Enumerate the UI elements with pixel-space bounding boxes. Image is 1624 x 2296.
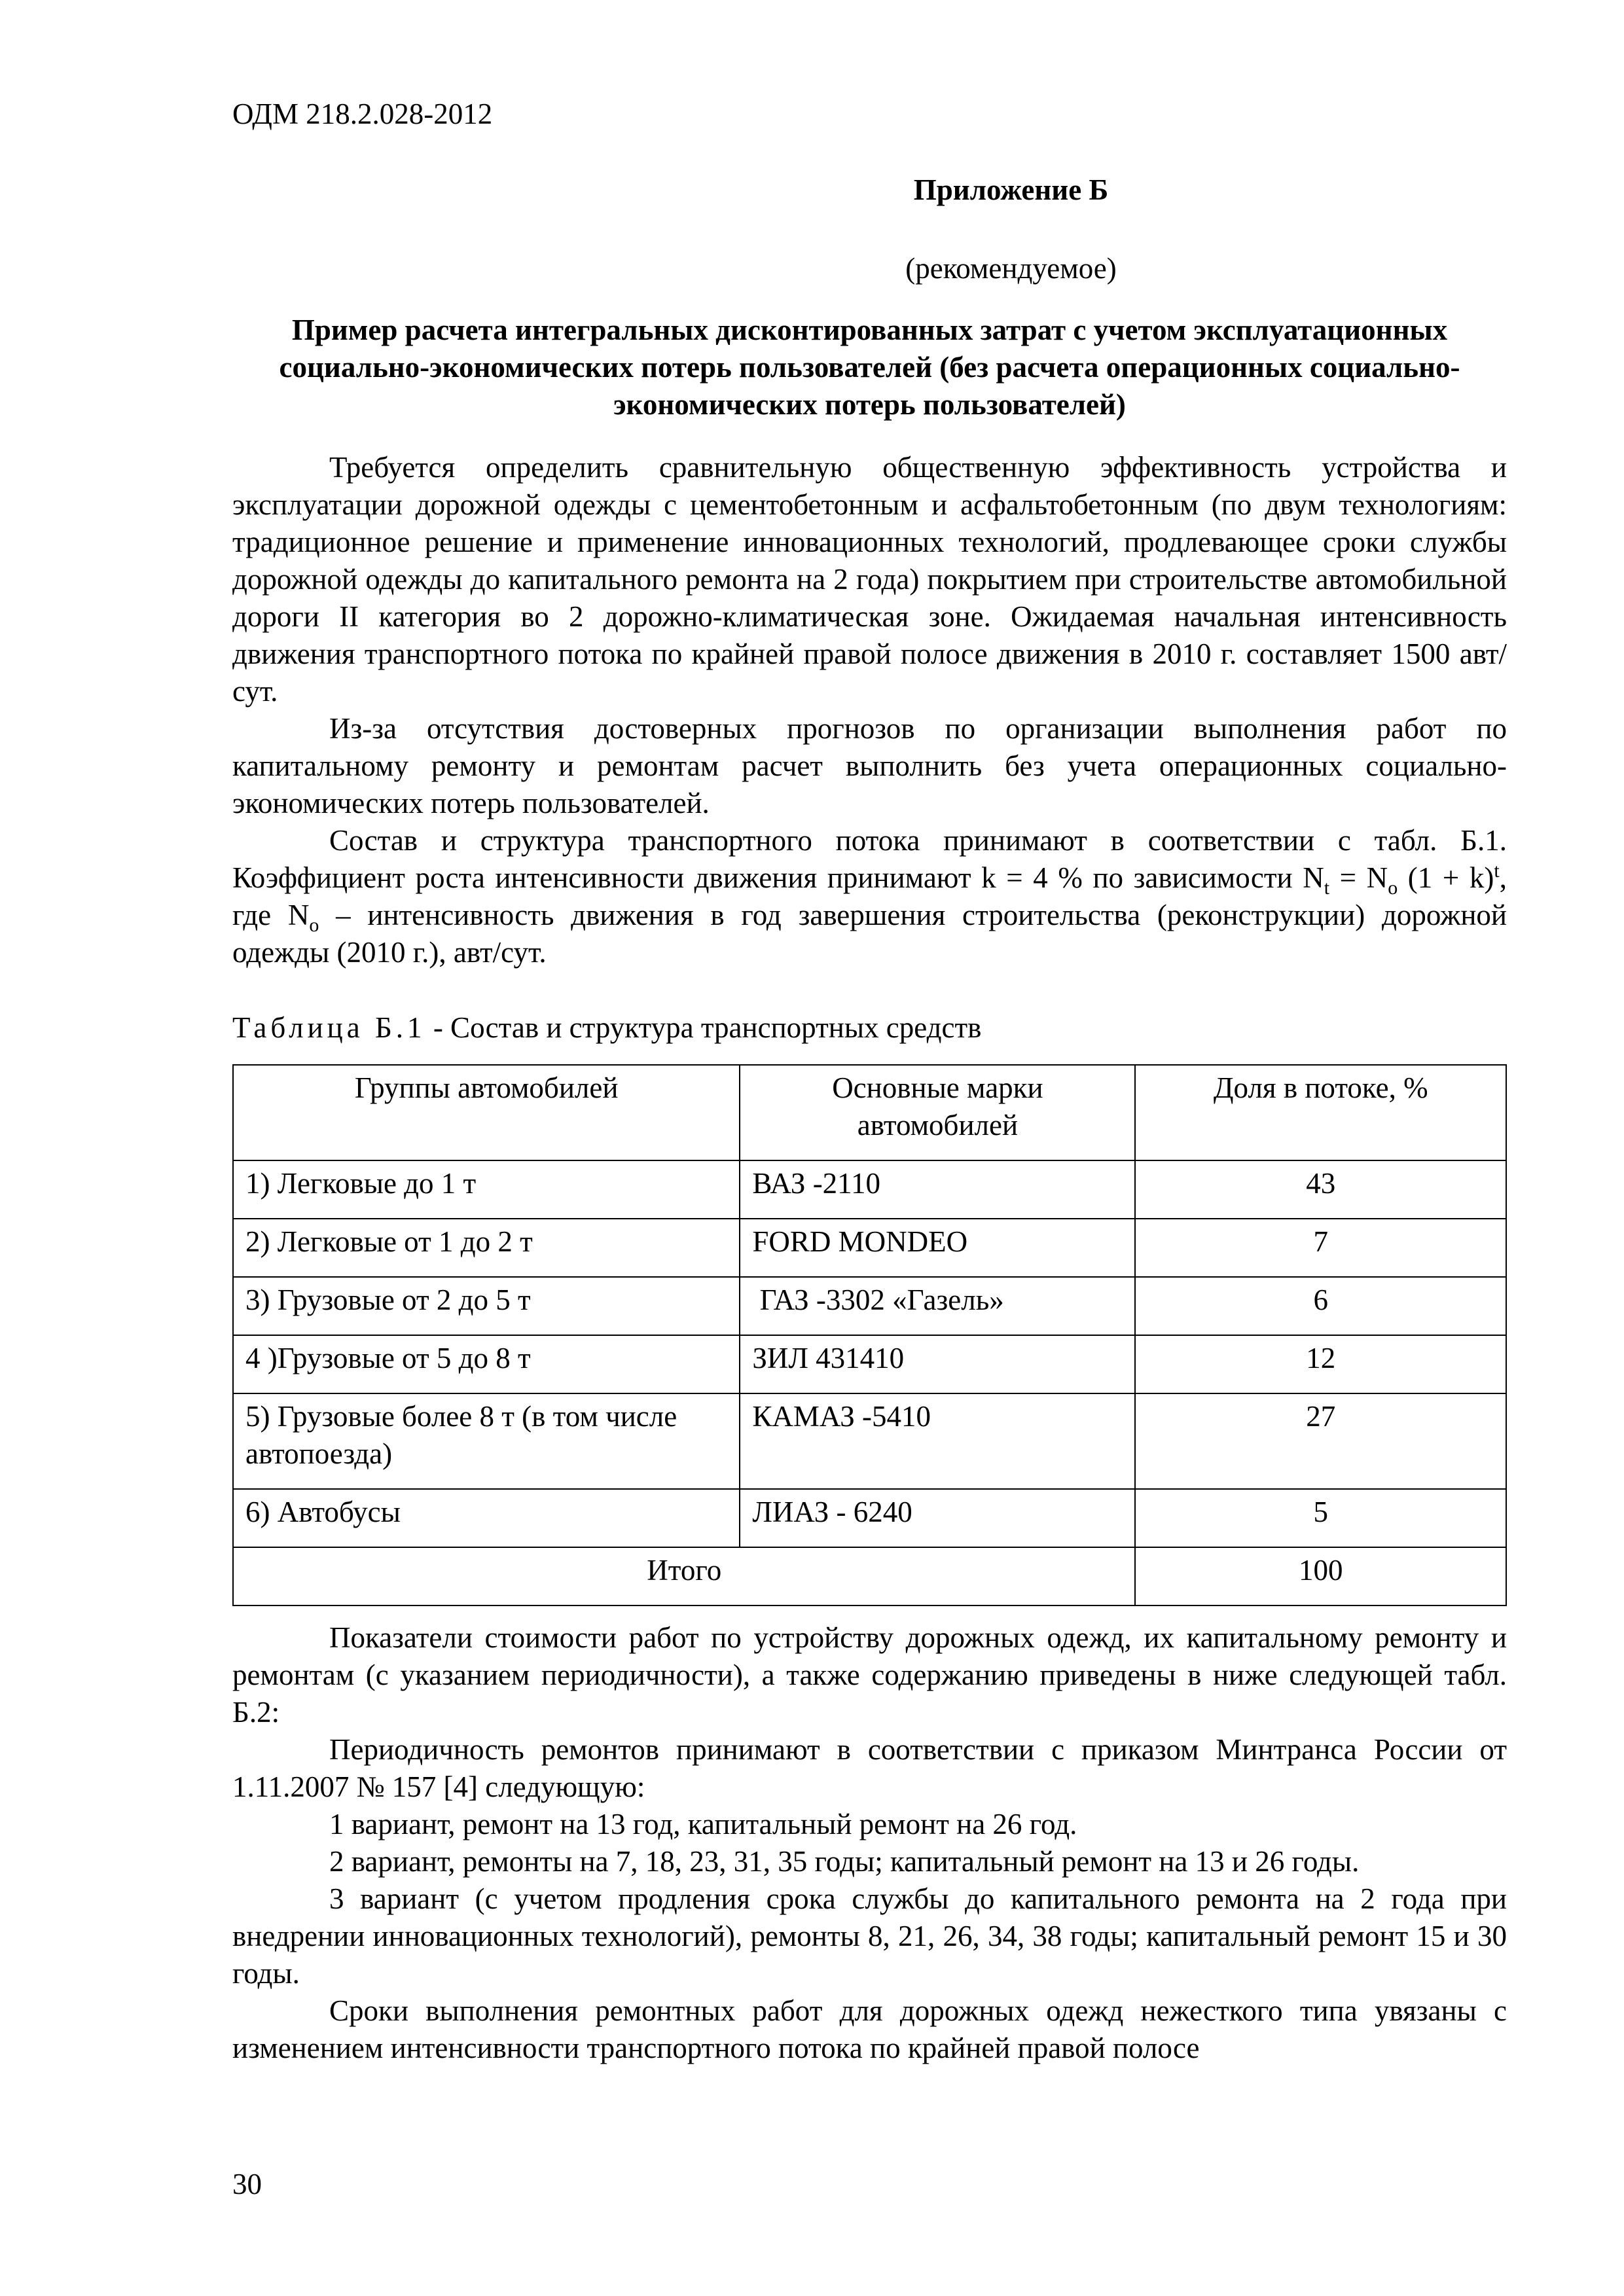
cell-group: 6) Автобусы: [233, 1489, 740, 1547]
table-caption: [232, 1009, 981, 1047]
table-total-row: [233, 1547, 1506, 1605]
table-caption-text: - Состав и структура транспортных средств: [425, 1011, 982, 1044]
table-row: [233, 1393, 1506, 1489]
cell-brand: ГАЗ -3302 «Газель»: [740, 1277, 1135, 1335]
paragraph-growth-coefficient: Состав и структура транспортного потока принимают в соответствии с табл. Б.1. Коэффициент роста интенсивности движения принимают k = 4 % по зависимости $N_t = N_o$ $(1 + k)^t$, где $N_o$ – интенсивность движения в год завершения строительства (реконструкции) дорожной одежды (2010 г.), авт/сут.: [232, 824, 1507, 969]
paragraph-task: Требуется определить сравнительную общественную эффективность устройства и эксплуатации дорожной одежды с цементобетонным и асфальтобетонным (по двум технологиям: традиционное решение и применение инновационных технологий, продлевающее сроки службы дорожной одежды до капитального ремонта на 2 года) покрытием при строительстве автомобильной дороги II категория во 2 дорожно-климатическая зоне. Ожидаемая начальная интенсивность движения транспортного потока по крайней правой полосе движения в 2010 г. составляет 1500 авт/сут.: [232, 451, 1507, 708]
cell-group: 1) Легковые до 1 т: [233, 1160, 740, 1219]
cell-total-label: Итого: [233, 1547, 1135, 1605]
paragraph-variant-2: 2 вариант, ремонты на 7, 18, 23, 31, 35 годы; капитальный ремонт на 13 и 26 годы.: [329, 1845, 1360, 1878]
table-header-row: [233, 1065, 1506, 1160]
appendix-heading-line: социально-экономических потерь пользователей (без расчета операционных социально-: [279, 351, 1460, 384]
appendix-heading-line: Пример расчета интегральных дисконтированных затрат с учетом эксплуатационных: [291, 314, 1448, 346]
appendix-heading: [232, 312, 1507, 423]
cell-group: 3) Грузовые от 2 до 5 т: [233, 1277, 740, 1335]
document-code: ОДМ 218.2.028-2012: [232, 98, 493, 130]
cell-brand: КАМАЗ -5410: [740, 1393, 1135, 1489]
cell-share: 27: [1135, 1393, 1506, 1489]
paragraph-variant-1: 1 вариант, ремонт на 13 год, капитальный ремонт на 26 год.: [329, 1808, 1077, 1840]
appendix-heading-line: экономических потерь пользователей): [613, 388, 1126, 421]
column-header-brands: Основные марки автомобилей: [740, 1065, 1135, 1160]
table-row: [233, 1335, 1506, 1393]
cell-total-value: 100: [1135, 1547, 1506, 1605]
cell-brand: FORD MONDEO: [740, 1219, 1135, 1277]
paragraph-cost-indicators: Показатели стоимости работ по устройству дорожных одежд, их капитальному ремонту и ремонтам (с указанием периодичности), а также содержанию приведены в ниже следующей табл. Б.2:: [232, 1621, 1507, 1729]
cell-brand: ВАЗ -2110: [740, 1160, 1135, 1219]
vehicle-structure-table: [232, 1064, 1507, 1606]
cell-group: 5) Грузовые более 8 т (в том числе автопоезда): [233, 1393, 740, 1489]
body-text-block: [232, 449, 1507, 971]
table-row: [233, 1160, 1506, 1219]
column-header-groups: Группы автомобилей: [233, 1065, 740, 1160]
cell-share: 5: [1135, 1489, 1506, 1547]
column-header-share: Доля в потоке, %: [1135, 1065, 1506, 1160]
appendix-title: Приложение Б: [913, 173, 1109, 206]
table-row: [233, 1489, 1506, 1547]
table-row: [233, 1277, 1506, 1335]
cell-share: 7: [1135, 1219, 1506, 1277]
paragraph-repair-timing: Сроки выполнения ремонтных работ для дорожных одежд нежесткого типа увязаны с изменением интенсивности транспортного потока по крайней правой полосе: [232, 1994, 1507, 2064]
table-row: [233, 1219, 1506, 1277]
table-caption-number: Таблица Б.1: [232, 1011, 426, 1044]
paragraph-repair-periodicity: Периодичность ремонтов принимают в соответствии с приказом Минтранса России от 1.11.2007 № 157 [4] следующую:: [232, 1733, 1507, 1803]
cell-share: 12: [1135, 1335, 1506, 1393]
paragraph-no-forecast: Из-за отсутствия достоверных прогнозов по организации выполнения работ по капитальному ремонту и ремонтам расчет выполнить без учета операционных социально-экономических потерь пользователей.: [232, 712, 1507, 819]
appendix-status: (рекомендуемое): [905, 252, 1117, 285]
cell-group: 4 )Грузовые от 5 до 8 т: [233, 1335, 740, 1393]
cell-share: 43: [1135, 1160, 1506, 1219]
cell-share: 6: [1135, 1277, 1506, 1335]
page-number: 30: [232, 2168, 262, 2200]
body-text-block-2: [232, 1619, 1507, 2067]
cell-group: 2) Легковые от 1 до 2 т: [233, 1219, 740, 1277]
cell-brand: ЗИЛ 431410: [740, 1335, 1135, 1393]
paragraph-variant-3: 3 вариант (с учетом продления срока службы до капитального ремонта на 2 года при внедрении инновационных технологий), ремонты 8, 21, 26, 34, 38 годы; капитальный ремонт 15 и 30 годы.: [232, 1882, 1507, 1990]
cell-brand: ЛИАЗ - 6240: [740, 1489, 1135, 1547]
